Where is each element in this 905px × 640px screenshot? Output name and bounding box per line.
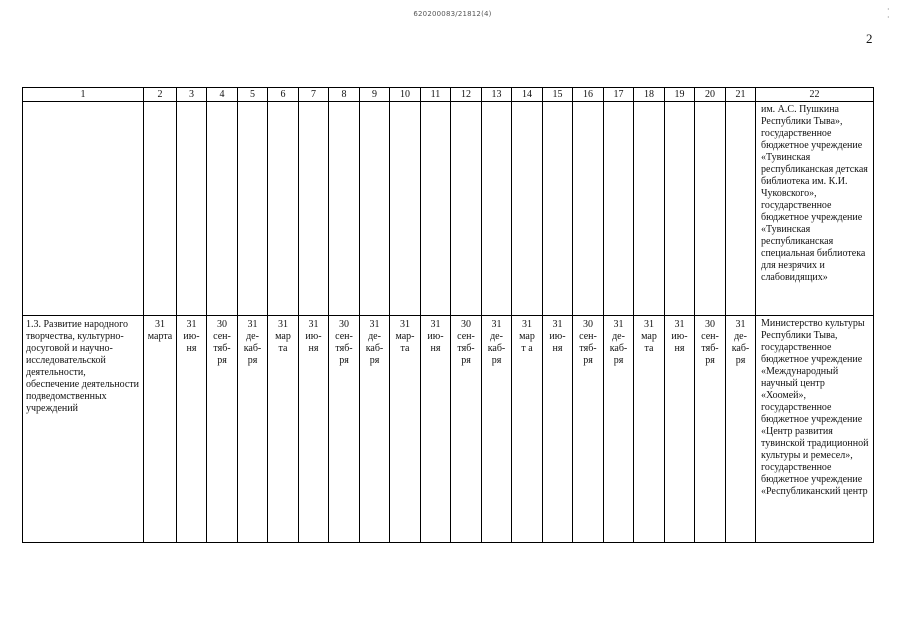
date-cell-empty (726, 102, 756, 316)
date-part: 30 (217, 319, 227, 330)
date-cell (512, 316, 543, 543)
header-cell-7: 7 (299, 88, 329, 102)
date-part: 30 (705, 319, 715, 330)
header-cell-12: 12 (451, 88, 482, 102)
date-cell (360, 316, 390, 543)
page-number: 2 (866, 31, 873, 46)
date-cell (268, 316, 299, 543)
cell-col22-responsible: Министерство культуры Республики Тыва, государственное бюджетное учреждение «Международный научный центр «Хоомей», государственное бюджетное учреждение «Центр развития тувинской традиционной культуры и ремесел», государственное бюджетное учреждение «Республиканский центр (756, 316, 874, 543)
date-part: де- (368, 331, 381, 342)
header-cell-6: 6 (268, 88, 299, 102)
table-row (23, 102, 874, 316)
date-cell (390, 316, 421, 543)
date-part: 30 (339, 319, 349, 330)
date-part: ня (674, 343, 685, 354)
date-cell (299, 316, 329, 543)
date-cell-empty (451, 102, 482, 316)
date-part: каб- (609, 343, 628, 354)
date-part: мар (519, 331, 535, 342)
date-part: ря (339, 355, 349, 366)
header-cell-19: 19 (665, 88, 695, 102)
header-cell-14: 14 (512, 88, 543, 102)
date-cell (144, 316, 177, 543)
header-cell-17: 17 (604, 88, 634, 102)
date-part: ию- (183, 331, 200, 342)
date-part: 30 (461, 319, 471, 330)
date-part: мар (641, 331, 657, 342)
date-cell-empty (512, 102, 543, 316)
date-part: ря (369, 355, 380, 366)
header-cell-1: 1 (23, 88, 144, 102)
date-cell-empty (604, 102, 634, 316)
date-part: 31 (644, 319, 654, 330)
date-part: ря (461, 355, 471, 366)
date-cell-empty (482, 102, 512, 316)
date-cell-empty (144, 102, 177, 316)
date-part: 31 (613, 319, 624, 330)
date-cell (329, 316, 360, 543)
date-cell-empty (329, 102, 360, 316)
date-part: 31 (522, 319, 532, 330)
header-cell-8: 8 (329, 88, 360, 102)
date-part: ря (217, 355, 227, 366)
date-part: сен- (213, 331, 231, 342)
date-part: 31 (491, 319, 502, 330)
header-cell-9: 9 (360, 88, 390, 102)
date-part: 30 (583, 319, 593, 330)
header-cell-16: 16 (573, 88, 604, 102)
header-cell-4: 4 (207, 88, 238, 102)
date-part: сен- (457, 331, 475, 342)
date-part: ию- (305, 331, 322, 342)
date-part: та (400, 343, 410, 354)
date-part: ря (247, 355, 258, 366)
date-part: 31 (400, 319, 410, 330)
date-cell-empty (665, 102, 695, 316)
date-cell-empty (695, 102, 726, 316)
date-part: 31 (247, 319, 258, 330)
date-part: каб- (243, 343, 262, 354)
date-cell (482, 316, 512, 543)
header-cell-11: 11 (421, 88, 451, 102)
date-cell-empty (360, 102, 390, 316)
date-part: мар (275, 331, 291, 342)
date-cell-empty (299, 102, 329, 316)
header-cell-3: 3 (177, 88, 207, 102)
date-part: 31 (430, 319, 441, 330)
header-cell-21: 21 (726, 88, 756, 102)
date-part: де- (246, 331, 259, 342)
date-part: тяб- (457, 343, 475, 354)
date-part: мар- (395, 331, 415, 342)
header-cell-15: 15 (543, 88, 573, 102)
header-cell-20: 20 (695, 88, 726, 102)
plan-table (22, 87, 874, 543)
header-row (23, 88, 874, 102)
date-part: ря (613, 355, 624, 366)
date-part: тяб- (335, 343, 353, 354)
date-part: т а (521, 343, 533, 354)
date-cell-empty (634, 102, 665, 316)
cell-col1 (23, 102, 144, 316)
header-cell-22: 22 (756, 88, 874, 102)
date-cell-empty (207, 102, 238, 316)
date-cell (573, 316, 604, 543)
date-cell (665, 316, 695, 543)
date-part: тяб- (579, 343, 597, 354)
date-part: 31 (308, 319, 319, 330)
header-cell-10: 10 (390, 88, 421, 102)
date-part: каб- (731, 343, 750, 354)
date-cell (177, 316, 207, 543)
corner-mark: · · (887, 5, 890, 22)
date-part: сен- (579, 331, 597, 342)
date-part: та (278, 343, 288, 354)
date-part: марта (147, 331, 173, 342)
date-part: 31 (552, 319, 563, 330)
date-cell-empty (573, 102, 604, 316)
date-cell (604, 316, 634, 543)
header-cell-2: 2 (144, 88, 177, 102)
date-part: каб- (365, 343, 384, 354)
date-part: ня (552, 343, 563, 354)
date-cell-empty (543, 102, 573, 316)
date-cell (634, 316, 665, 543)
date-part: 31 (186, 319, 197, 330)
cell-col22-responsible: им. А.С. Пушкина Республики Тыва», государственное бюджетное учреждение «Тувинская республиканская детская библиотека им. К.И. Чуковского», государственное бюджетное учреждение «Тувинская республиканская специальная библиотека для незрячих и слабовидящих» (756, 102, 874, 316)
date-part: ря (735, 355, 746, 366)
date-cell-empty (268, 102, 299, 316)
date-cell (543, 316, 573, 543)
date-cell-empty (421, 102, 451, 316)
date-part: ня (430, 343, 441, 354)
table-row (23, 316, 874, 543)
date-cell (207, 316, 238, 543)
date-part: де- (612, 331, 625, 342)
date-part: ня (308, 343, 319, 354)
date-cell-empty (390, 102, 421, 316)
header-cell-18: 18 (634, 88, 665, 102)
cell-col1: 1.3. Развитие народного творчества, культурно-досуговой и научно-исследовательской деятельности, обеспечение деятельности подведомственных учреждений (23, 316, 144, 543)
document-id: 620200083/21812(4) (413, 10, 492, 18)
header-cell-5: 5 (238, 88, 268, 102)
date-part: та (644, 343, 654, 354)
date-part: ию- (671, 331, 688, 342)
date-cell (421, 316, 451, 543)
date-part: тяб- (701, 343, 719, 354)
date-part: ию- (549, 331, 566, 342)
date-cell-empty (238, 102, 268, 316)
date-part: ря (583, 355, 593, 366)
date-cell (451, 316, 482, 543)
date-part: ию- (427, 331, 444, 342)
date-part: 31 (155, 319, 165, 330)
date-part: 31 (674, 319, 685, 330)
date-part: 31 (735, 319, 746, 330)
date-part: 31 (369, 319, 380, 330)
date-part: ря (705, 355, 715, 366)
date-cell (238, 316, 268, 543)
date-part: 31 (278, 319, 288, 330)
date-part: ря (491, 355, 502, 366)
date-part: ня (186, 343, 197, 354)
date-part: тяб- (213, 343, 231, 354)
date-part: де- (734, 331, 747, 342)
date-cell (726, 316, 756, 543)
date-part: де- (490, 331, 503, 342)
date-cell (695, 316, 726, 543)
header-cell-13: 13 (482, 88, 512, 102)
date-part: сен- (701, 331, 719, 342)
date-cell-empty (177, 102, 207, 316)
date-part: сен- (335, 331, 353, 342)
date-part: каб- (487, 343, 506, 354)
